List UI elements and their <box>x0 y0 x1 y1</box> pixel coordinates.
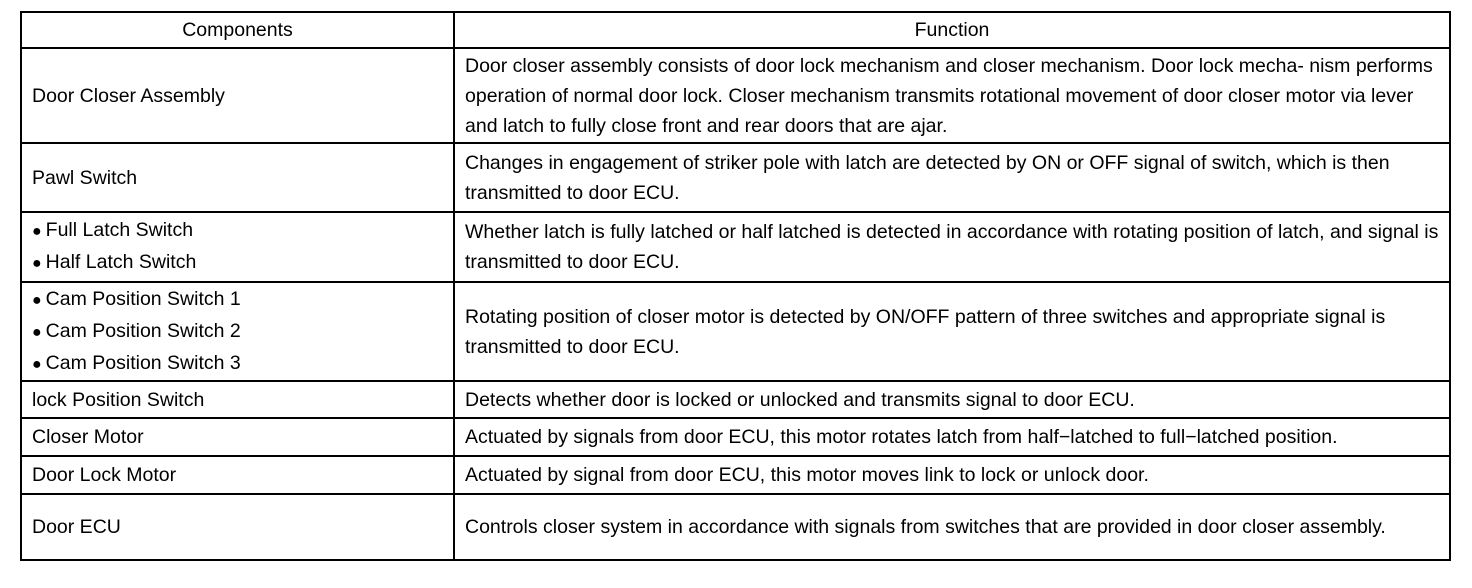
table-row <box>21 456 1450 494</box>
function-cell: Detects whether door is locked or unlocked and transmits signal to door ECU. <box>454 381 1450 418</box>
component-cell <box>21 48 454 143</box>
component-name: ● Full Latch Switch <box>32 215 443 247</box>
table-row <box>21 48 1450 143</box>
table-row <box>21 212 1450 282</box>
function-cell: Rotating position of closer motor is detected by ON/OFF pattern of three switches and appropriate signal is transmitted to door ECU. <box>454 282 1450 381</box>
function-cell: Controls closer system in accordance with signals from switches that are provided in door closer assembly. <box>454 494 1450 560</box>
component-name: ● Cam Position Switch 2 <box>32 316 443 348</box>
function-cell: Whether latch is fully latched or half latched is detected in accordance with rotating position of latch, and signal is transmitted to door ECU. <box>454 212 1450 282</box>
component-cell <box>21 418 454 456</box>
components-function-table <box>20 11 1451 561</box>
function-cell: Actuated by signal from door ECU, this motor moves link to lock or unlock door. <box>454 456 1450 494</box>
component-name: Closer Motor <box>32 426 144 448</box>
table-row <box>21 494 1450 560</box>
component-cell <box>21 494 454 560</box>
component-name: ● Half Latch Switch <box>32 247 443 279</box>
component-name: ● Cam Position Switch 1 <box>32 284 443 316</box>
component-cell <box>21 143 454 212</box>
component-name: Pawl Switch <box>32 166 138 189</box>
table-row <box>21 143 1450 212</box>
component-name: Door ECU <box>32 516 121 538</box>
component-cell <box>21 456 454 494</box>
component-name: ● Cam Position Switch 3 <box>32 348 443 380</box>
component-name: Door Closer Assembly <box>32 84 225 107</box>
header-row <box>21 12 1450 48</box>
table-row <box>21 418 1450 456</box>
component-cell <box>21 212 454 282</box>
function-cell: Door closer assembly consists of door lock mechanism and closer mechanism. Door lock mecha- nism performs operation of normal door lock. Closer mechanism transmits rotational movement of door closer motor via lever and latch to fully close front and rear doors that are ajar. <box>454 48 1450 143</box>
function-cell: Actuated by signals from door ECU, this motor rotates latch from half−latched to full−latched position. <box>454 418 1450 456</box>
header-function: Function <box>454 12 1450 48</box>
header-components: Components <box>21 12 454 48</box>
component-name: Door Lock Motor <box>32 464 177 486</box>
component-cell <box>21 381 454 418</box>
table-row <box>21 381 1450 418</box>
function-cell: Changes in engagement of striker pole with latch are detected by ON or OFF signal of switch, which is then transmitted to door ECU. <box>454 143 1450 212</box>
table-row <box>21 282 1450 381</box>
component-name: lock Position Switch <box>32 388 205 411</box>
component-cell <box>21 282 454 381</box>
